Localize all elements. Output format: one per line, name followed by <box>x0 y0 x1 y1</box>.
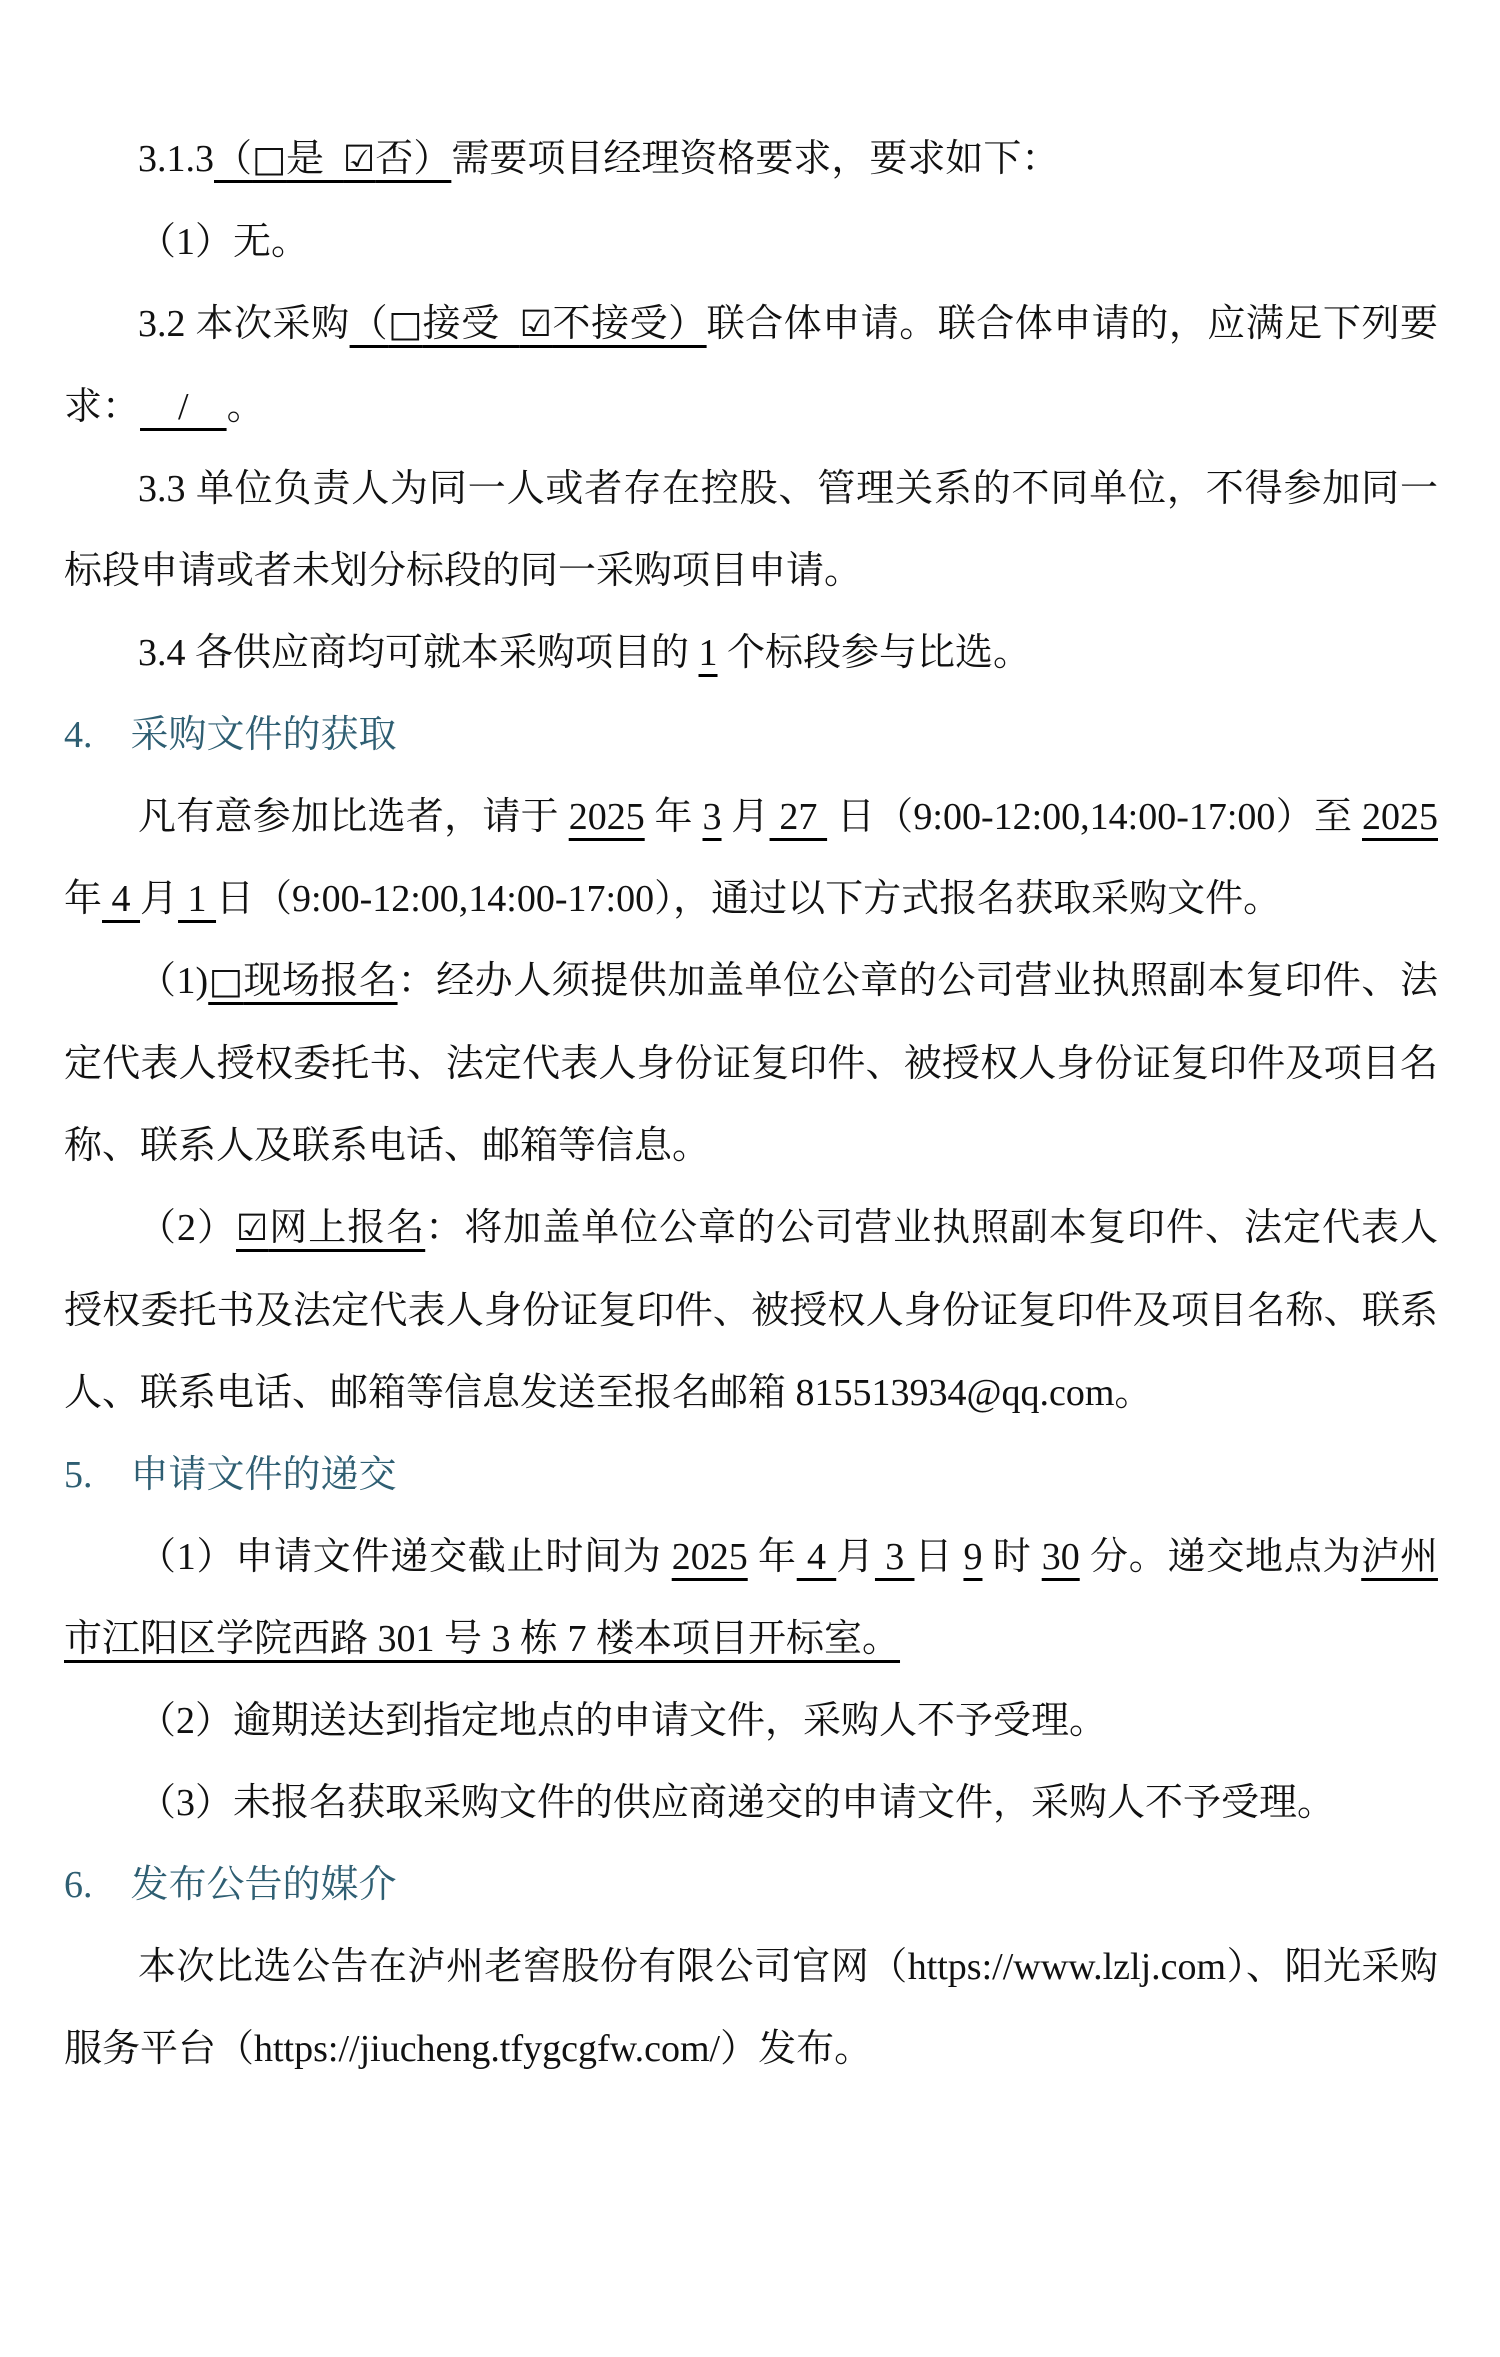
text-run: （1) <box>138 960 209 1002</box>
text-run: 30 <box>1041 1536 1080 1578</box>
text-run: 时 <box>982 1536 1042 1578</box>
clause-3-1-3 <box>64 118 1438 201</box>
text-run: 网上报名 <box>268 1207 426 1249</box>
text-run: （2）逾期送达到指定地点的申请文件，采购人不予受理。 <box>138 1700 1108 1742</box>
text-run: （ <box>349 303 389 345</box>
clause-3-1-3-item-1 <box>64 201 1438 283</box>
checkbox-checked-icon: ☑ <box>519 304 553 345</box>
text-run: 需要项目经理资格要求，要求如下： <box>451 138 1060 180</box>
registration-onsite <box>64 940 1438 1187</box>
text-run: 3.3 单位负责人为同一人或者存在控股、管理关系的不同单位，不得参加同一标段申请或者未划分标段的同一采购项目申请。 <box>64 468 1438 592</box>
announcement-media <box>64 1926 1438 2090</box>
text-run: 不接受） <box>552 303 707 345</box>
text-run: 3 <box>702 796 722 838</box>
checkbox-checked-icon: ☑ <box>343 139 376 180</box>
clause-5-2 <box>64 1680 1438 1762</box>
submission-deadline <box>64 1516 1438 1680</box>
text-run: 日（9:00-12:00,14:00-17:00），通过以下方式报名获取采购文件。 <box>216 878 1282 920</box>
clause-5-3 <box>64 1762 1438 1844</box>
text-run: 4. 采购文件的获取 <box>64 714 397 756</box>
text-run: 6. 发布公告的媒介 <box>64 1864 397 1906</box>
text-run: 现场报名 <box>243 960 398 1002</box>
text-run: （1）无。 <box>138 221 310 263</box>
text-run: 2025 <box>568 796 645 838</box>
clause-3-2 <box>64 283 1438 448</box>
checkbox-unchecked-icon: □ <box>208 961 244 1002</box>
text-run: 4 <box>102 878 141 920</box>
text-run: 3.1.3 <box>138 138 214 180</box>
text-run: （1）申请文件递交截止时间为 <box>138 1536 672 1578</box>
text-run: 1 <box>698 632 718 674</box>
text-run: 分。递交地点为 <box>1079 1536 1362 1578</box>
text-run: 本次比选公告在泸州老窖股份有限公司官网（https://www.lzlj.com）、阳光采购服务平台（https://jiucheng.tfygcgfw.com/）发布。 <box>64 1946 1438 2070</box>
text-run: （3）未报名获取采购文件的供应商递交的申请文件，采购人不予受理。 <box>138 1782 1336 1824</box>
text-run: 2025 <box>671 1536 748 1578</box>
text-run: 接受 <box>422 303 520 345</box>
text-run: 泸州市江阳区学院西路 301 号 3 栋 7 楼本项目开标室。 <box>64 1536 1438 1660</box>
section-4-intro <box>64 776 1448 940</box>
checkbox-unchecked-icon: □ <box>388 304 423 345</box>
section-5-heading <box>64 1434 1438 1516</box>
clause-3-3 <box>64 448 1438 612</box>
document-body <box>64 118 1448 2090</box>
text-run: 年 <box>644 796 703 838</box>
checkbox-unchecked-icon: □ <box>252 139 287 180</box>
checkbox-checked-icon: ☑ <box>235 1208 269 1249</box>
text-run: 3.2 本次采购 <box>138 303 350 345</box>
text-run: 27 <box>769 796 828 838</box>
text-run: 月 <box>140 878 179 920</box>
text-run: 5. 申请文件的递交 <box>64 1454 397 1496</box>
text-run: 3.4 各供应商均可就本采购项目的 <box>138 632 699 674</box>
text-run: 。 <box>226 386 265 428</box>
clause-3-4 <box>64 612 1438 694</box>
text-run: 个标段参与比选。 <box>717 632 1032 674</box>
text-run: 1 <box>178 878 217 920</box>
registration-online <box>64 1187 1438 1434</box>
text-run: 月 <box>721 796 770 838</box>
section-4-heading <box>64 694 1438 776</box>
text-run: 4 <box>796 1536 837 1578</box>
text-run: 2025 <box>1362 796 1438 838</box>
text-run: 3 <box>874 1536 915 1578</box>
text-run: 月 <box>836 1536 875 1578</box>
text-run: 联合体申请。联合体申请的，应满足下列要求： <box>64 303 1438 428</box>
text-run: 凡有意参加比选者，请于 <box>138 796 569 838</box>
text-run: ：经办人须提供加盖单位公章的公司营业执照副本复印件、法定代表人授权委托书、法定代表人身份证复印件、被授权人身份证复印件及项目名称、联系人及联系电话、邮箱等信息。 <box>64 960 1438 1167</box>
text-run: 年 <box>747 1536 797 1578</box>
text-run: / <box>140 386 227 428</box>
text-run: 年 <box>64 796 1448 920</box>
text-run: （2） <box>138 1207 236 1249</box>
text-run: （ <box>214 138 253 180</box>
text-run: 日 <box>914 1536 964 1578</box>
section-6-heading <box>64 1844 1438 1926</box>
text-run: ：将加盖单位公章的公司营业执照副本复印件、法定代表人授权委托书及法定代表人身份证复印件、被授权人身份证复印件及项目名称、联系人、联系电话、邮箱等信息发送至报名邮箱 815513934@qq.com。 <box>64 1207 1438 1414</box>
text-run: 是 <box>286 138 344 180</box>
text-run: 否） <box>375 138 452 180</box>
text-run: 日（9:00-12:00,14:00-17:00）至 <box>827 796 1362 838</box>
text-run: 9 <box>963 1536 983 1578</box>
